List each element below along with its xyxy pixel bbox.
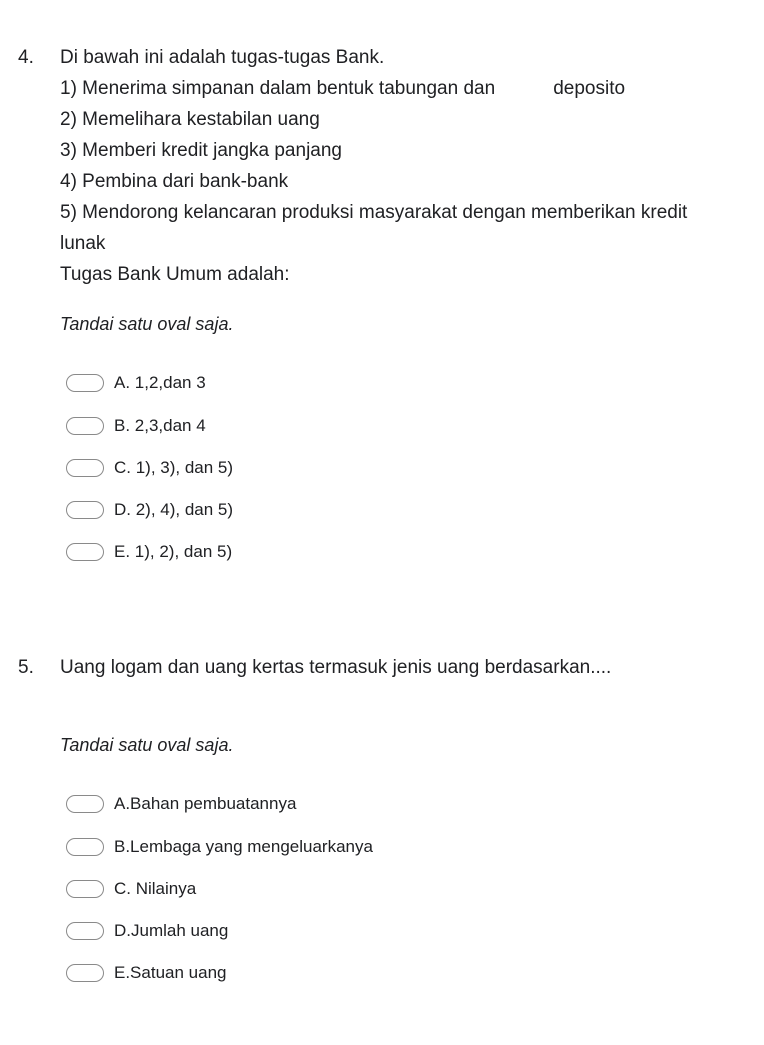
radio-oval[interactable] [66, 922, 104, 940]
question-line: 5) Mendorong kelancaran produksi masyarakat dengan memberikan kredit [60, 202, 688, 223]
radio-oval[interactable] [66, 964, 104, 982]
question-line: 1) Menerima simpanan dalam bentuk tabungan dan deposito [60, 78, 626, 99]
question-number: 4. [18, 47, 34, 68]
question-line: Uang logam dan uang kertas termasuk jenis uang berdasarkan.... [60, 657, 612, 678]
answer-option[interactable] [66, 960, 226, 986]
question-number: 5. [18, 657, 34, 678]
option-label: E. 1), 2), dan 5) [114, 542, 233, 561]
answer-option[interactable] [66, 413, 206, 439]
question-line: 2) Memelihara kestabilan uang [60, 109, 320, 130]
radio-oval[interactable] [66, 880, 104, 898]
option-label: D.Jumlah uang [114, 921, 229, 940]
question-line: Tugas Bank Umum adalah: [60, 264, 290, 285]
option-label: A.Bahan pembuatannya [114, 794, 297, 813]
radio-oval[interactable] [66, 501, 104, 519]
question-text [60, 42, 756, 290]
answer-option[interactable] [66, 876, 196, 902]
question-line: lunak [60, 233, 106, 254]
option-label: D. 2), 4), dan 5) [114, 500, 234, 519]
question-text [60, 652, 756, 683]
option-label: E.Satuan uang [114, 963, 227, 982]
option-label: C. 1), 3), dan 5) [114, 458, 234, 477]
answer-option[interactable] [66, 370, 206, 396]
instruction-text: Tandai satu oval saja. [60, 314, 234, 334]
radio-oval[interactable] [66, 417, 104, 435]
option-label: B.Lembaga yang mengeluarkanya [114, 837, 373, 856]
radio-oval[interactable] [66, 459, 104, 477]
option-label: B. 2,3,dan 4 [114, 416, 206, 435]
answer-option[interactable] [66, 791, 296, 817]
question-line: Di bawah ini adalah tugas-tugas Bank. [60, 47, 385, 68]
instruction-text: Tandai satu oval saja. [60, 735, 234, 755]
option-label: A. 1,2,dan 3 [114, 373, 206, 392]
answer-option[interactable] [66, 497, 233, 523]
answer-option[interactable] [66, 834, 373, 860]
answer-option[interactable] [66, 918, 228, 944]
answer-option[interactable] [66, 539, 232, 565]
answer-option[interactable] [66, 455, 233, 481]
radio-oval[interactable] [66, 838, 104, 856]
question-line: 4) Pembina dari bank-bank [60, 171, 289, 192]
radio-oval[interactable] [66, 374, 104, 392]
radio-oval[interactable] [66, 795, 104, 813]
radio-oval[interactable] [66, 543, 104, 561]
question-line: 3) Memberi kredit jangka panjang [60, 140, 342, 161]
option-label: C. Nilainya [114, 879, 197, 898]
